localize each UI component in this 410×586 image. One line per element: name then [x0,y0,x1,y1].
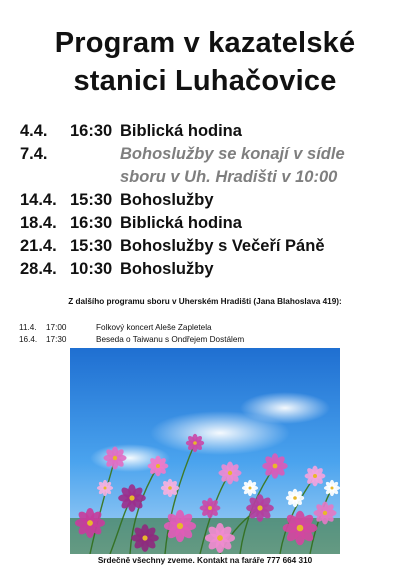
other-program-row [19,334,399,346]
cosmos-flower [219,462,242,485]
schedule-event-note: Bohoslužby se konají v sídle sboru v Uh. Hradišti v 10:00 [120,145,345,186]
schedule-time: 16:30 [70,214,113,232]
schedule-event: Bohoslužby [120,260,214,278]
schedule-date: 14.4. [20,191,57,209]
schedule-event: Bohoslužby [120,191,214,209]
other-program-time: 17:30 [46,335,67,344]
cosmos-flower [286,489,304,507]
schedule-time: 15:30 [70,191,113,209]
schedule-list [20,120,400,281]
cosmos-flower [131,524,159,552]
cosmos-flower [324,480,340,496]
title-line-1: Program v kazatelské [54,27,356,59]
cosmos-flower [314,502,337,525]
schedule-time: 16:30 [70,122,113,140]
schedule-date: 28.4. [20,260,57,278]
cosmos-flower [97,480,113,496]
other-program-heading: Z dalšího programu sboru v Uherském Hradišti (Jana Blahoslava 419): [68,297,342,306]
schedule-row [20,120,400,143]
schedule-date: 7.4. [20,145,48,163]
schedule-date: 21.4. [20,237,57,255]
other-program-event: Beseda o Taiwanu s Ondřejem Dostálem [96,335,245,344]
schedule-time: 10:30 [70,260,113,278]
cosmos-flower [246,494,274,522]
cosmos-flower [200,498,221,519]
other-program-time: 17:00 [46,323,67,332]
schedule-row [20,258,400,281]
schedule-row [20,189,400,212]
cloud-shape [240,392,330,424]
page-title [0,24,410,100]
cosmos-flower [104,447,127,470]
schedule-time: 15:30 [70,237,113,255]
cosmos-flower [118,484,146,512]
other-program-row [19,322,399,334]
schedule-row [20,212,400,235]
cosmos-flower [242,480,258,496]
title-line-2: stanici Luhačovice [73,65,337,97]
cosmos-flower [283,511,318,546]
cosmos-flower [186,434,204,452]
other-program-event: Folkový koncert Aleše Zapletela [96,323,212,332]
other-program-list [19,322,399,346]
schedule-event: Biblická hodina [120,214,242,232]
footer-contact: Srdečně všechny zveme. Kontakt na faráře 777 664 310 [97,556,313,565]
cosmos-flower [262,453,287,478]
cosmos-flower [305,466,326,487]
schedule-event: Biblická hodina [120,122,242,140]
schedule-date: 4.4. [20,122,48,140]
other-program-date: 11.4. [19,323,37,332]
cosmos-flower [161,479,179,497]
schedule-row [20,235,400,258]
schedule-row [20,143,400,189]
schedule-date: 18.4. [20,214,57,232]
cosmos-flowers-photo [70,348,340,554]
cosmos-flower [148,456,169,477]
cosmos-flower [164,510,196,542]
cosmos-flower [205,523,235,553]
cosmos-flower [75,508,105,538]
other-program-date: 16.4. [19,335,38,344]
schedule-event: Bohoslužby s Večeří Páně [120,237,325,255]
